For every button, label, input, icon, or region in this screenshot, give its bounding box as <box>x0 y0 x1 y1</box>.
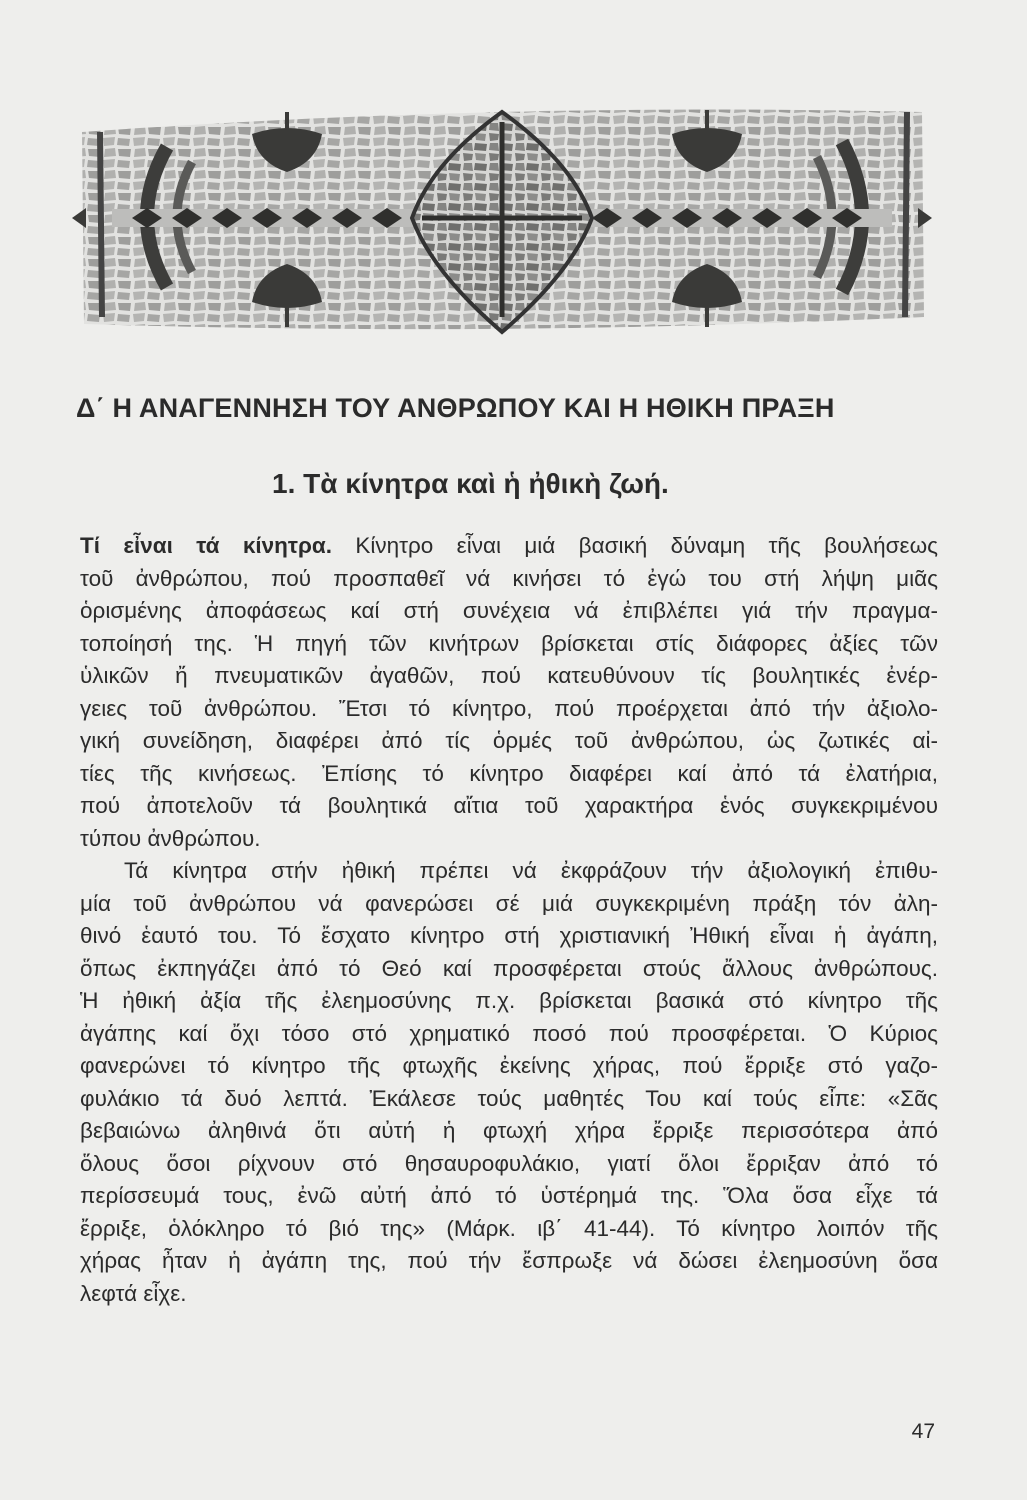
paragraph-1-line: τοποίησή της. Ἡ πηγή τῶν κινήτρων βρίσκεται στίς διάφορες ἀξίες τῶν <box>80 630 938 656</box>
paragraph-2-line: ἔρριξε, ὁλόκληρο τό βιό της» (Μάρκ. ιβ΄ 41-44). Τό κίνητρο λοιπόν τῆς <box>80 1215 938 1241</box>
paragraph-1-line: τίες τῆς κινήσεως. Ἐπίσης τό κίνητρο διαφέρει καί ἀπό τά ἐλατήρια, <box>80 760 938 786</box>
lead-phrase: Τί εἶναι τά κίνητρα. <box>80 533 332 558</box>
paragraph-2-line: μία τοῦ ἀνθρώπου νά φανερώσει σέ μιά συγκεκριμένη πράξη τόν ἀλη- <box>80 890 938 916</box>
paragraph-2-line: φυλάκιο τά δυό λεπτά. Ἐκάλεσε τούς μαθητές Του καί τούς εἶπε: «Σᾶς <box>80 1085 938 1111</box>
page-number: 47 <box>911 1420 935 1443</box>
paragraph-1-line: ὑλικῶν ἤ πνευματικῶν ἀγαθῶν, πού κατευθύνουν τίς βουλητικές ἐνέρ- <box>80 663 938 688</box>
chapter-title: Δ΄ Η ΑΝΑΓΕΝΝΗΣΗ ΤΟΥ ΑΝΘΡΩΠΟΥ ΚΑΙ Η ΗΘΙΚΗ ΠΡΑΞΗ <box>76 393 835 423</box>
paragraph-1-first-line <box>80 530 938 563</box>
paragraph-2-line: λεφτά εἶχε. <box>80 1280 187 1306</box>
first-line-rest: Κίνητρο εἶναι μιά βασική δύναμη τῆς βουλήσεως <box>331 533 939 558</box>
paragraph-2-line: ἀγάπης καί ὄχι τόσο στό χρηματικό ποσό πού προσφέρεται. Ὁ Κύριος <box>80 1020 938 1046</box>
paragraph-1-line: ὁρισμένης ἀποφάσεως καί στή συνέχεια νά ἐπιβλέπει γιά τήν πραγμα- <box>80 598 938 623</box>
paragraph-1-line: γειες τοῦ ἀνθρώπου. Ἔτσι τό κίνητρο, πού προέρχεται ἀπό τήν ἀξιολο- <box>80 695 938 721</box>
paragraph-2-line: φανερώνει τό κίνητρο τῆς φτωχῆς ἐκείνης χήρας, πού ἔρριξε στό γαζο- <box>80 1053 938 1078</box>
paragraph-2-line: χήρας ἦταν ἡ ἀγάπη της, πού τήν ἔσπρωξε νά δώσει ἐλεημοσύνη ὅσα <box>80 1248 938 1273</box>
paragraph-1-line: πού ἀποτελοῦν τά βουλητικά αἴτια τοῦ χαρακτήρα ἑνός συγκεκριμένου <box>80 793 938 818</box>
paragraph-2-line: Ἡ ἠθική ἀξία τῆς ἐλεημοσύνης π.χ. βρίσκεται βασικά στό κίνητρο τῆς <box>80 988 938 1013</box>
paragraph-1-line: τύπου ἀνθρώπου. <box>80 825 261 851</box>
paragraph-2-line: θινό ἑαυτό του. Τό ἔσχατο κίνητρο στή χριστιανική Ἠθική εἶναι ἡ ἀγάπη, <box>80 923 938 948</box>
byzantine-mosaic-ornament-icon <box>72 92 932 342</box>
paragraph-2-line: βεβαιώνω ἀληθινά ὅτι αὐτή ἡ φτωχή χήρα ἔρριξε περισσότερα ἀπό <box>80 1118 938 1143</box>
paragraph-2-line: περίσσευμά τους, ἐνῶ αὐτή ἀπό τό ὑστέρημά της. Ὅλα ὅσα εἶχε τά <box>80 1183 938 1208</box>
paragraph-2-line: Τά κίνητρα στήν ἠθική πρέπει νά ἐκφράζουν τήν ἀξιολογική ἐπιθυ- <box>124 858 938 883</box>
body-text <box>80 530 938 1310</box>
paragraph-1-line: γική συνείδηση, διαφέρει ἀπό τίς ὁρμές τοῦ ἀνθρώπου, ὡς ζωτικές αἰ- <box>80 728 938 753</box>
paragraph-2-line: ὅλους ὅσοι ρίχνουν στό θησαυροφυλάκιο, γιατί ὅλοι ἔρριξαν ἀπό τό <box>80 1150 938 1176</box>
paragraph-1-line: τοῦ ἀνθρώπου, πού προσπαθεῖ νά κινήσει τό ἐγώ του στή λήψη μιᾶς <box>80 565 938 591</box>
section-title: 1. Τὰ κίνητρα καὶ ἡ ἠθικὴ ζωή. <box>272 468 669 499</box>
paragraph-2-line: ὅπως ἐκπηγάζει ἀπό τό Θεό καί προσφέρεται στούς ἄλλους ἀνθρώπους. <box>80 955 938 981</box>
